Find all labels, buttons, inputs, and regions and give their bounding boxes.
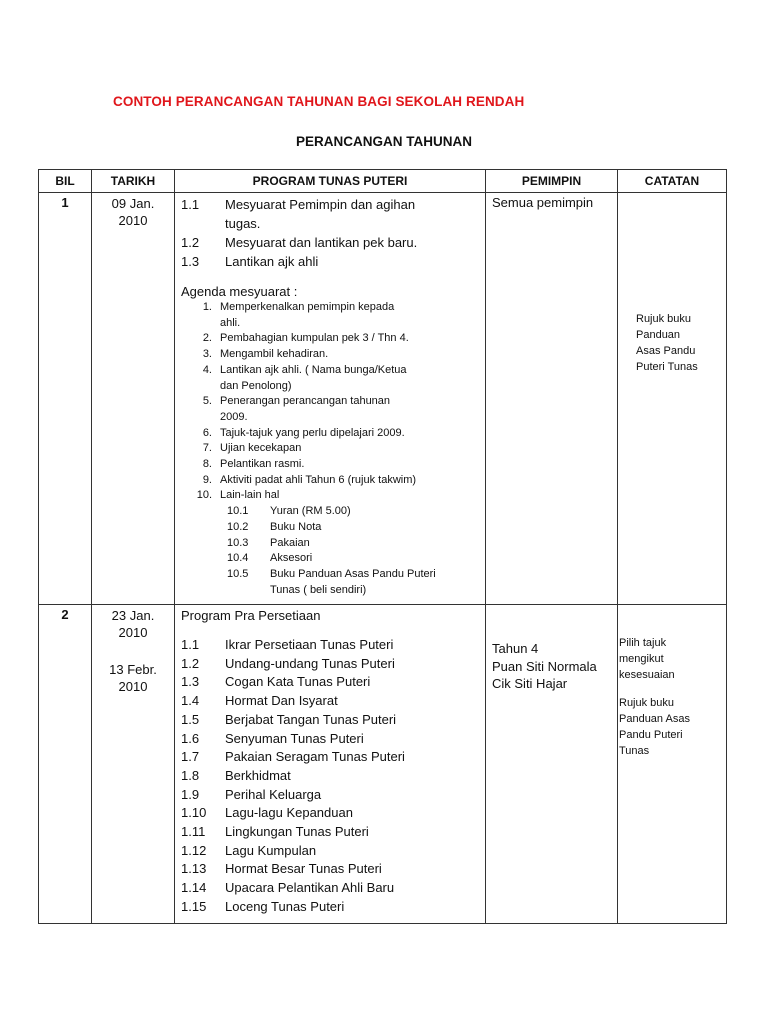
- agenda-line: Penerangan perancangan tahunan: [220, 395, 391, 408]
- row2-catatan: [618, 605, 727, 924]
- header-bil: BIL: [39, 170, 92, 193]
- agenda-item: [181, 300, 481, 331]
- item-line: tugas.: [225, 216, 261, 231]
- agenda-item: [181, 347, 481, 363]
- agenda-item: [181, 394, 481, 425]
- note-line: Panduan: [636, 329, 681, 341]
- item-text: [225, 233, 417, 252]
- list-item: [181, 233, 481, 252]
- sub-agenda-item: [181, 504, 481, 520]
- agenda-text: [220, 426, 481, 442]
- item-number: 1.6: [181, 730, 200, 746]
- agenda-text: [220, 347, 481, 363]
- document-title: CONTOH PERANCANGAN TAHUNAN BAGI SEKOLAH RENDAH: [113, 94, 525, 109]
- row1-pemimpin: Semua pemimpin: [486, 193, 618, 605]
- item-text: Hormat Besar Tunas Puteri: [225, 861, 382, 877]
- row2-date-line: 13 Febr.: [109, 662, 157, 677]
- agenda-number: 10.: [196, 489, 212, 502]
- note-line: Tunas: [619, 745, 650, 757]
- list-item: [181, 842, 481, 861]
- sub-agenda-item: [181, 551, 481, 567]
- list-item: [181, 804, 481, 823]
- agenda-line: dan Penolong): [220, 379, 292, 392]
- agenda-text: [220, 363, 481, 394]
- agenda-line: Lain-lain hal: [220, 489, 280, 502]
- item-number: 1.1: [181, 197, 200, 212]
- list-item: [181, 730, 481, 749]
- item-number: 1.12: [181, 842, 207, 858]
- agenda-number: 7.: [202, 442, 212, 455]
- item-number: 1.10: [181, 805, 207, 821]
- agenda-text: [220, 488, 481, 504]
- item-number: 1.2: [181, 235, 200, 250]
- sub-agenda-number: 10.5: [227, 567, 249, 580]
- agenda-list: [181, 300, 481, 598]
- sub-agenda-item: [181, 520, 481, 536]
- list-item: [181, 767, 481, 786]
- agenda-line: Ujian kecekapan: [220, 442, 302, 455]
- agenda-item: [181, 473, 481, 489]
- item-text: Loceng Tunas Puteri: [225, 898, 345, 914]
- agenda-text: [220, 331, 481, 347]
- item-text: Undang-undang Tunas Puteri: [225, 655, 395, 671]
- agenda-line: Memperkenalkan pemimpin kepada: [220, 301, 395, 313]
- item-number: 1.15: [181, 898, 207, 914]
- note-line: Pilih tajuk: [619, 637, 667, 649]
- sub-agenda-number: 10.3: [227, 536, 249, 549]
- list-item: [181, 673, 481, 692]
- pemimpin-line: Tahun 4: [492, 641, 539, 656]
- table-header-row: [39, 170, 727, 193]
- agenda-line: ahli.: [220, 316, 241, 329]
- list-item: [181, 692, 481, 711]
- list-item: [181, 860, 481, 879]
- row1-bil: 1: [39, 193, 92, 605]
- table-row: [39, 605, 727, 924]
- table-row: [39, 193, 727, 605]
- program-intro: Program Pra Persetiaan: [181, 608, 321, 623]
- sub-agenda-item: [181, 567, 481, 583]
- item-number: 1.8: [181, 767, 200, 783]
- agenda-text: [220, 473, 481, 489]
- item-number: 1.4: [181, 693, 200, 709]
- row1-date-line: 09 Jan.: [111, 196, 155, 211]
- row1-tarikh: [92, 193, 175, 605]
- agenda-line: Mengambil kehadiran.: [220, 348, 329, 361]
- item-text: Lagu Kumpulan: [225, 842, 317, 858]
- item-text: Hormat Dan Isyarat: [225, 693, 338, 709]
- agenda-line: Tajuk-tajuk yang perlu dipelajari 2009.: [220, 426, 405, 439]
- list-item: [181, 786, 481, 805]
- agenda-number: 8.: [202, 458, 212, 471]
- agenda-line: Aktiviti padat ahli Tahun 6 (rujuk takwim): [220, 473, 417, 486]
- item-text: [225, 195, 415, 233]
- header-catatan: CATATAN: [618, 170, 727, 193]
- agenda-item: [181, 426, 481, 442]
- note-line: kesesuaian: [619, 669, 675, 681]
- agenda-line: 2009.: [220, 410, 248, 423]
- item-number: 1.2: [181, 655, 200, 671]
- item-line: Mesyuarat Pemimpin dan agihan: [225, 197, 416, 212]
- list-item: [181, 898, 481, 917]
- agenda-number: 6.: [202, 426, 212, 439]
- row1-items: [181, 195, 481, 271]
- item-text: Upacara Pelantikan Ahli Baru: [225, 880, 395, 896]
- item-number: 1.1: [181, 637, 200, 652]
- note-line: Pandu Puteri: [619, 729, 683, 741]
- agenda-number: 1.: [202, 301, 212, 313]
- header-program: PROGRAM TUNAS PUTERI: [175, 170, 486, 193]
- sub-agenda-text: Aksesori: [270, 552, 313, 565]
- item-line: Lantikan ajk ahli: [225, 254, 319, 269]
- row2-items: [181, 636, 481, 917]
- sub-agenda-text: Buku Nota: [270, 520, 322, 533]
- row2-note-2: [618, 683, 726, 759]
- agenda-line: Pembahagian kumpulan pek 3 / Thn 4.: [220, 332, 409, 345]
- agenda-item: [181, 457, 481, 473]
- agenda-number: 9.: [202, 473, 212, 486]
- note-line: Asas Pandu: [636, 345, 696, 357]
- list-item: [181, 879, 481, 898]
- agenda-item: [181, 331, 481, 347]
- list-item: [181, 252, 481, 271]
- list-item: [181, 711, 481, 730]
- item-text: Perihal Keluarga: [225, 786, 322, 802]
- agenda-line: Lantikan ajk ahli. ( Nama bunga/Ketua: [220, 363, 407, 376]
- item-text: Pakaian Seragam Tunas Puteri: [225, 749, 405, 765]
- item-number: 1.3: [181, 674, 200, 690]
- row1-date-line: 2010: [118, 213, 148, 228]
- note-line: Puteri Tunas: [636, 361, 698, 373]
- item-number: 1.11: [181, 824, 206, 840]
- agenda-text: [220, 394, 481, 425]
- sub-agenda-number: 10.1: [227, 505, 249, 518]
- row2-pemimpin: [486, 605, 618, 924]
- agenda-number: 3.: [202, 348, 212, 361]
- row1-program: [175, 193, 486, 605]
- agenda-number: 4.: [202, 363, 212, 376]
- agenda-title: Agenda mesyuarat :: [181, 284, 298, 299]
- row1-note: [618, 193, 726, 375]
- item-text: Berkhidmat: [225, 767, 291, 783]
- agenda-number: 2.: [202, 332, 212, 345]
- header-tarikh: TARIKH: [92, 170, 175, 193]
- row2-date-line: 2010: [118, 625, 148, 640]
- note-line: Rujuk buku: [619, 697, 675, 709]
- sub-agenda-text: Pakaian: [270, 536, 310, 549]
- item-line: Mesyuarat dan lantikan pek baru.: [225, 235, 418, 250]
- header-pemimpin: PEMIMPIN: [486, 170, 618, 193]
- agenda-text: [220, 457, 481, 473]
- row2-program: [175, 605, 486, 924]
- agenda-number: 5.: [202, 395, 212, 408]
- item-number: 1.3: [181, 254, 200, 269]
- annual-plan-table: [38, 169, 727, 924]
- item-text: Cogan Kata Tunas Puteri: [225, 674, 371, 690]
- list-item: [181, 823, 481, 842]
- sub-agenda-item: [181, 536, 481, 552]
- agenda-item: [181, 363, 481, 394]
- item-text: Berjabat Tangan Tunas Puteri: [225, 711, 397, 727]
- sub-agenda-number: 10.2: [227, 520, 249, 533]
- document-subtitle: PERANCANGAN TAHUNAN: [296, 134, 472, 149]
- item-number: 1.5: [181, 711, 200, 727]
- item-number: 1.9: [181, 786, 200, 802]
- agenda-text: [220, 300, 481, 331]
- item-text: Lingkungan Tunas Puteri: [225, 824, 369, 840]
- sub-agenda-text: Buku Panduan Asas Pandu Puteri: [270, 567, 436, 580]
- pemimpin-line: Puan Siti Normala: [492, 658, 597, 674]
- row2-date-line: 23 Jan.: [111, 608, 155, 623]
- list-item: [181, 748, 481, 767]
- agenda-line: Pelantikan rasmi.: [220, 458, 305, 471]
- note-line: mengikut: [619, 653, 664, 665]
- item-number: 1.13: [181, 861, 207, 877]
- item-text: [225, 252, 318, 271]
- note-line: Panduan Asas: [619, 713, 690, 725]
- sub-agenda-text: Yuran (RM 5.00): [270, 505, 351, 518]
- item-number: 1.14: [181, 880, 207, 896]
- item-number: 1.7: [181, 749, 200, 765]
- note-line: Rujuk buku: [636, 313, 692, 325]
- row2-tarikh: [92, 605, 175, 924]
- row2-bil: 2: [39, 605, 92, 924]
- item-text: Senyuman Tunas Puteri: [225, 730, 364, 746]
- sub-agenda-continuation: Tunas ( beli sendiri): [270, 583, 367, 596]
- list-item: [181, 655, 481, 674]
- agenda-item: [181, 441, 481, 457]
- list-item: [181, 195, 481, 233]
- list-item: [181, 636, 481, 655]
- item-text: Ikrar Persetiaan Tunas Puteri: [225, 637, 394, 652]
- pemimpin-line: Cik Siti Hajar: [492, 676, 568, 691]
- agenda-item: [181, 488, 481, 504]
- sub-agenda-number: 10.4: [227, 552, 249, 565]
- item-text: Lagu-lagu Kepanduan: [225, 805, 353, 821]
- row2-date-line: 2010: [118, 679, 148, 694]
- row2-note-1: [618, 605, 726, 683]
- agenda-text: [220, 441, 481, 457]
- row1-catatan: [618, 193, 727, 605]
